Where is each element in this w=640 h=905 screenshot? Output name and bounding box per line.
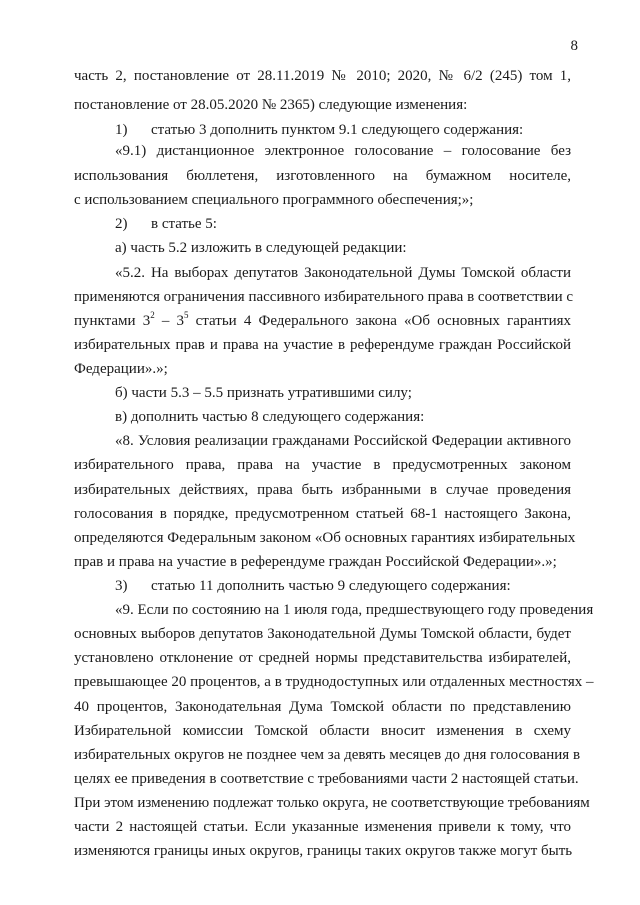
text-line: превышающее 20 процентов, а в труднодоступных или отдаленных местностях – xyxy=(74,674,594,690)
item-number: 1) xyxy=(115,122,128,138)
item-text: статью 11 дополнить частью 9 следующего содержания: xyxy=(151,578,511,594)
list-item xyxy=(115,120,571,140)
text-line: использования бюллетеня, изготовленного на бумажном носителе, xyxy=(74,168,571,184)
text-line: с использованием специального программного обеспечения;»; xyxy=(74,192,474,208)
text-line: 40 процентов, Законодательная Дума Томской области по представлению xyxy=(74,699,571,715)
text-line: избирательного права, права на участие в предусмотренных законом xyxy=(74,457,571,473)
text-line: определяются Федеральным законом «Об основных гарантиях избирательных xyxy=(74,530,576,546)
text-line: пунктами $3^2 - 3^5$ статьи 4 Федерального закона «Об основных гарантиях xyxy=(74,310,572,329)
item-number: 3) xyxy=(115,578,128,594)
text-line: части 2 настоящей статьи. Если указанные изменения привели к тому, что xyxy=(74,819,571,835)
text-line: а) часть 5.2 изложить в следующей редакции: xyxy=(115,240,407,256)
text-line: избирательных прав и права на участие в референдуме граждан Российской xyxy=(74,337,571,353)
text-line: «5.2. На выборах депутатов Законодательной Думы Томской области xyxy=(115,265,571,281)
list-item xyxy=(115,214,571,234)
text-line: применяются ограничения пассивного избирательного права в соответствии с xyxy=(74,289,574,305)
text-line: избирательных действиях, права быть избранными в случае проведения xyxy=(74,482,571,498)
item-text: в статье 5: xyxy=(151,216,217,232)
text-line: Федерации».»; xyxy=(74,361,168,377)
page-number: 8 xyxy=(570,38,578,54)
text-line: избирательных округов не позднее чем за девять месяцев до дня голосования в xyxy=(74,747,581,763)
text-line: Избирательной комиссии Томской области вносит изменения в схему xyxy=(74,723,571,739)
text-line: основных выборов депутатов Законодательной Думы Томской области, будет xyxy=(74,626,571,642)
text-line: «8. Условия реализации гражданами Российской Федерации активного xyxy=(115,433,571,449)
text-line: При этом изменению подлежат только округа, не соответствующие требованиям xyxy=(74,795,590,811)
text-line: голосования в порядке, предусмотренном статьей 68-1 настоящего Закона, xyxy=(74,506,571,522)
text-line: «9. Если по состоянию на 1 июля года, предшествующего году проведения xyxy=(115,602,594,618)
text-line: б) части 5.3 – 5.5 признать утратившими силу; xyxy=(115,385,412,401)
text-line: изменяются границы иных округов, границы таких округов также могут быть xyxy=(74,843,573,859)
text-line: прав и права на участие в референдуме граждан Российской Федерации».»; xyxy=(74,554,557,570)
item-number: 2) xyxy=(115,216,128,232)
text-line: установлено отклонение от средней нормы представительства избирателей, xyxy=(74,650,571,666)
item-text: статью 3 дополнить пунктом 9.1 следующего содержания: xyxy=(151,122,524,138)
text-line: часть 2, постановление от 28.11.2019 № 2010; 2020, № 6/2 (245) том 1, xyxy=(74,68,571,84)
text-line: в) дополнить частью 8 следующего содержания: xyxy=(115,409,425,425)
text-line: «9.1) дистанционное электронное голосование – голосование без xyxy=(115,143,571,159)
text-line: постановление от 28.05.2020 № 2365) следующие изменения: xyxy=(74,97,468,113)
list-item xyxy=(115,576,571,596)
text-line: целях ее приведения в соответствие с требованиями части 2 настоящей статьи. xyxy=(74,771,579,787)
